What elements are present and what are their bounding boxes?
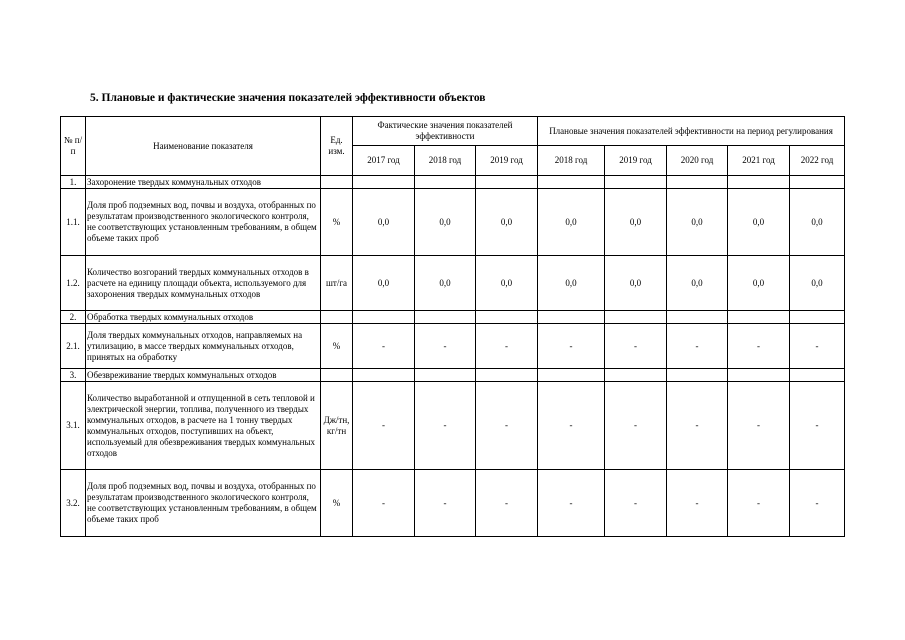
value-cell: 0,0 (605, 256, 667, 311)
value-cell: - (790, 382, 845, 470)
value-cell: 0,0 (538, 189, 605, 256)
header-actual-year: 2018 год (415, 146, 476, 176)
value-cell: - (476, 382, 538, 470)
section-title: Обезвреживание твердых коммунальных отходов (86, 369, 321, 382)
table-row (61, 189, 845, 256)
header-actual-values: Фактические значения показателей эффективности (353, 117, 538, 146)
section-title: Обработка твердых коммунальных отходов (86, 311, 321, 324)
row-number: 1. (61, 176, 86, 189)
value-cell: - (476, 470, 538, 537)
value-cell: 0,0 (538, 256, 605, 311)
table-row (61, 382, 845, 470)
value-cell: - (667, 324, 728, 369)
value-cell: 0,0 (728, 256, 790, 311)
document-heading: 5. Плановые и фактические значения показателей эффективности объектов (90, 92, 486, 104)
value-cell: - (728, 382, 790, 470)
efficiency-indicators-table (60, 116, 845, 537)
section-row (61, 369, 845, 382)
value-cell: 0,0 (667, 256, 728, 311)
unit-cell: шт/га (321, 256, 353, 311)
header-planned-values: Плановые значения показателей эффективности на период регулирования (538, 117, 845, 146)
table-row (61, 324, 845, 369)
value-cell: 0,0 (605, 189, 667, 256)
row-number: 3. (61, 369, 86, 382)
section-title: Захоронение твердых коммунальных отходов (86, 176, 321, 189)
header-planned-year: 2021 год (728, 146, 790, 176)
value-cell: 0,0 (790, 256, 845, 311)
value-cell: - (605, 382, 667, 470)
header-actual-year: 2019 год (476, 146, 538, 176)
value-cell: - (353, 470, 415, 537)
row-number: 2.1. (61, 324, 86, 369)
unit-cell: % (321, 189, 353, 256)
header-actual-year: 2017 год (353, 146, 415, 176)
value-cell: 0,0 (353, 189, 415, 256)
unit-cell: % (321, 324, 353, 369)
value-cell: - (415, 470, 476, 537)
row-number: 2. (61, 311, 86, 324)
row-number: 1.2. (61, 256, 86, 311)
row-number: 3.2. (61, 470, 86, 537)
value-cell: - (667, 470, 728, 537)
value-cell: - (790, 470, 845, 537)
value-cell: 0,0 (476, 189, 538, 256)
section-row (61, 176, 845, 189)
header-planned-year: 2020 год (667, 146, 728, 176)
row-number: 3.1. (61, 382, 86, 470)
value-cell: - (476, 324, 538, 369)
indicator-name: Доля проб подземных вод, почвы и воздуха, отобранных по результатам производственного экологического контроля, не соответствующих установленным требованиям, в общем объеме таких проб (86, 189, 321, 256)
header-planned-year: 2022 год (790, 146, 845, 176)
value-cell: 0,0 (790, 189, 845, 256)
header-number: № п/п (61, 117, 86, 176)
indicator-name: Доля проб подземных вод, почвы и воздуха, отобранных по результатам производственного экологического контроля, не соответствующих установленным требованиям, в общем объеме таких проб (86, 470, 321, 537)
header-unit: Ед. изм. (321, 117, 353, 176)
header-indicator-name: Наименование показателя (86, 117, 321, 176)
value-cell: - (790, 324, 845, 369)
value-cell: 0,0 (476, 256, 538, 311)
value-cell: 0,0 (353, 256, 415, 311)
row-number: 1.1. (61, 189, 86, 256)
value-cell: - (728, 324, 790, 369)
value-cell: - (353, 382, 415, 470)
value-cell: - (667, 382, 728, 470)
value-cell: 0,0 (667, 189, 728, 256)
value-cell: - (538, 382, 605, 470)
header-planned-year: 2018 год (538, 146, 605, 176)
value-cell: - (605, 324, 667, 369)
value-cell: - (415, 382, 476, 470)
value-cell: - (415, 324, 476, 369)
value-cell: 0,0 (415, 256, 476, 311)
indicator-name: Доля твердых коммунальных отходов, направляемых на утилизацию, в массе твердых коммунальных отходов, принятых на обработку (86, 324, 321, 369)
indicator-name: Количество выработанной и отпущенной в сеть тепловой и электрической энергии, топлива, полученного из твердых коммунальных отходов, в расчете на 1 тонну твердых коммунальных отходов, поступивших на объект, используемый для обезвреживания твердых коммунальных отходов (86, 382, 321, 470)
unit-cell: % (321, 470, 353, 537)
value-cell: 0,0 (415, 189, 476, 256)
indicator-name: Количество возгораний твердых коммунальных отходов в расчете на единицу площади объекта, используемого для захоронения твердых коммунальных отходов (86, 256, 321, 311)
section-row (61, 311, 845, 324)
table-row (61, 256, 845, 311)
unit-cell: Дж/тн, кг/тн (321, 382, 353, 470)
table-row (61, 470, 845, 537)
value-cell: - (538, 470, 605, 537)
value-cell: - (728, 470, 790, 537)
value-cell: - (353, 324, 415, 369)
value-cell: - (538, 324, 605, 369)
value-cell: - (605, 470, 667, 537)
header-planned-year: 2019 год (605, 146, 667, 176)
value-cell: 0,0 (728, 189, 790, 256)
